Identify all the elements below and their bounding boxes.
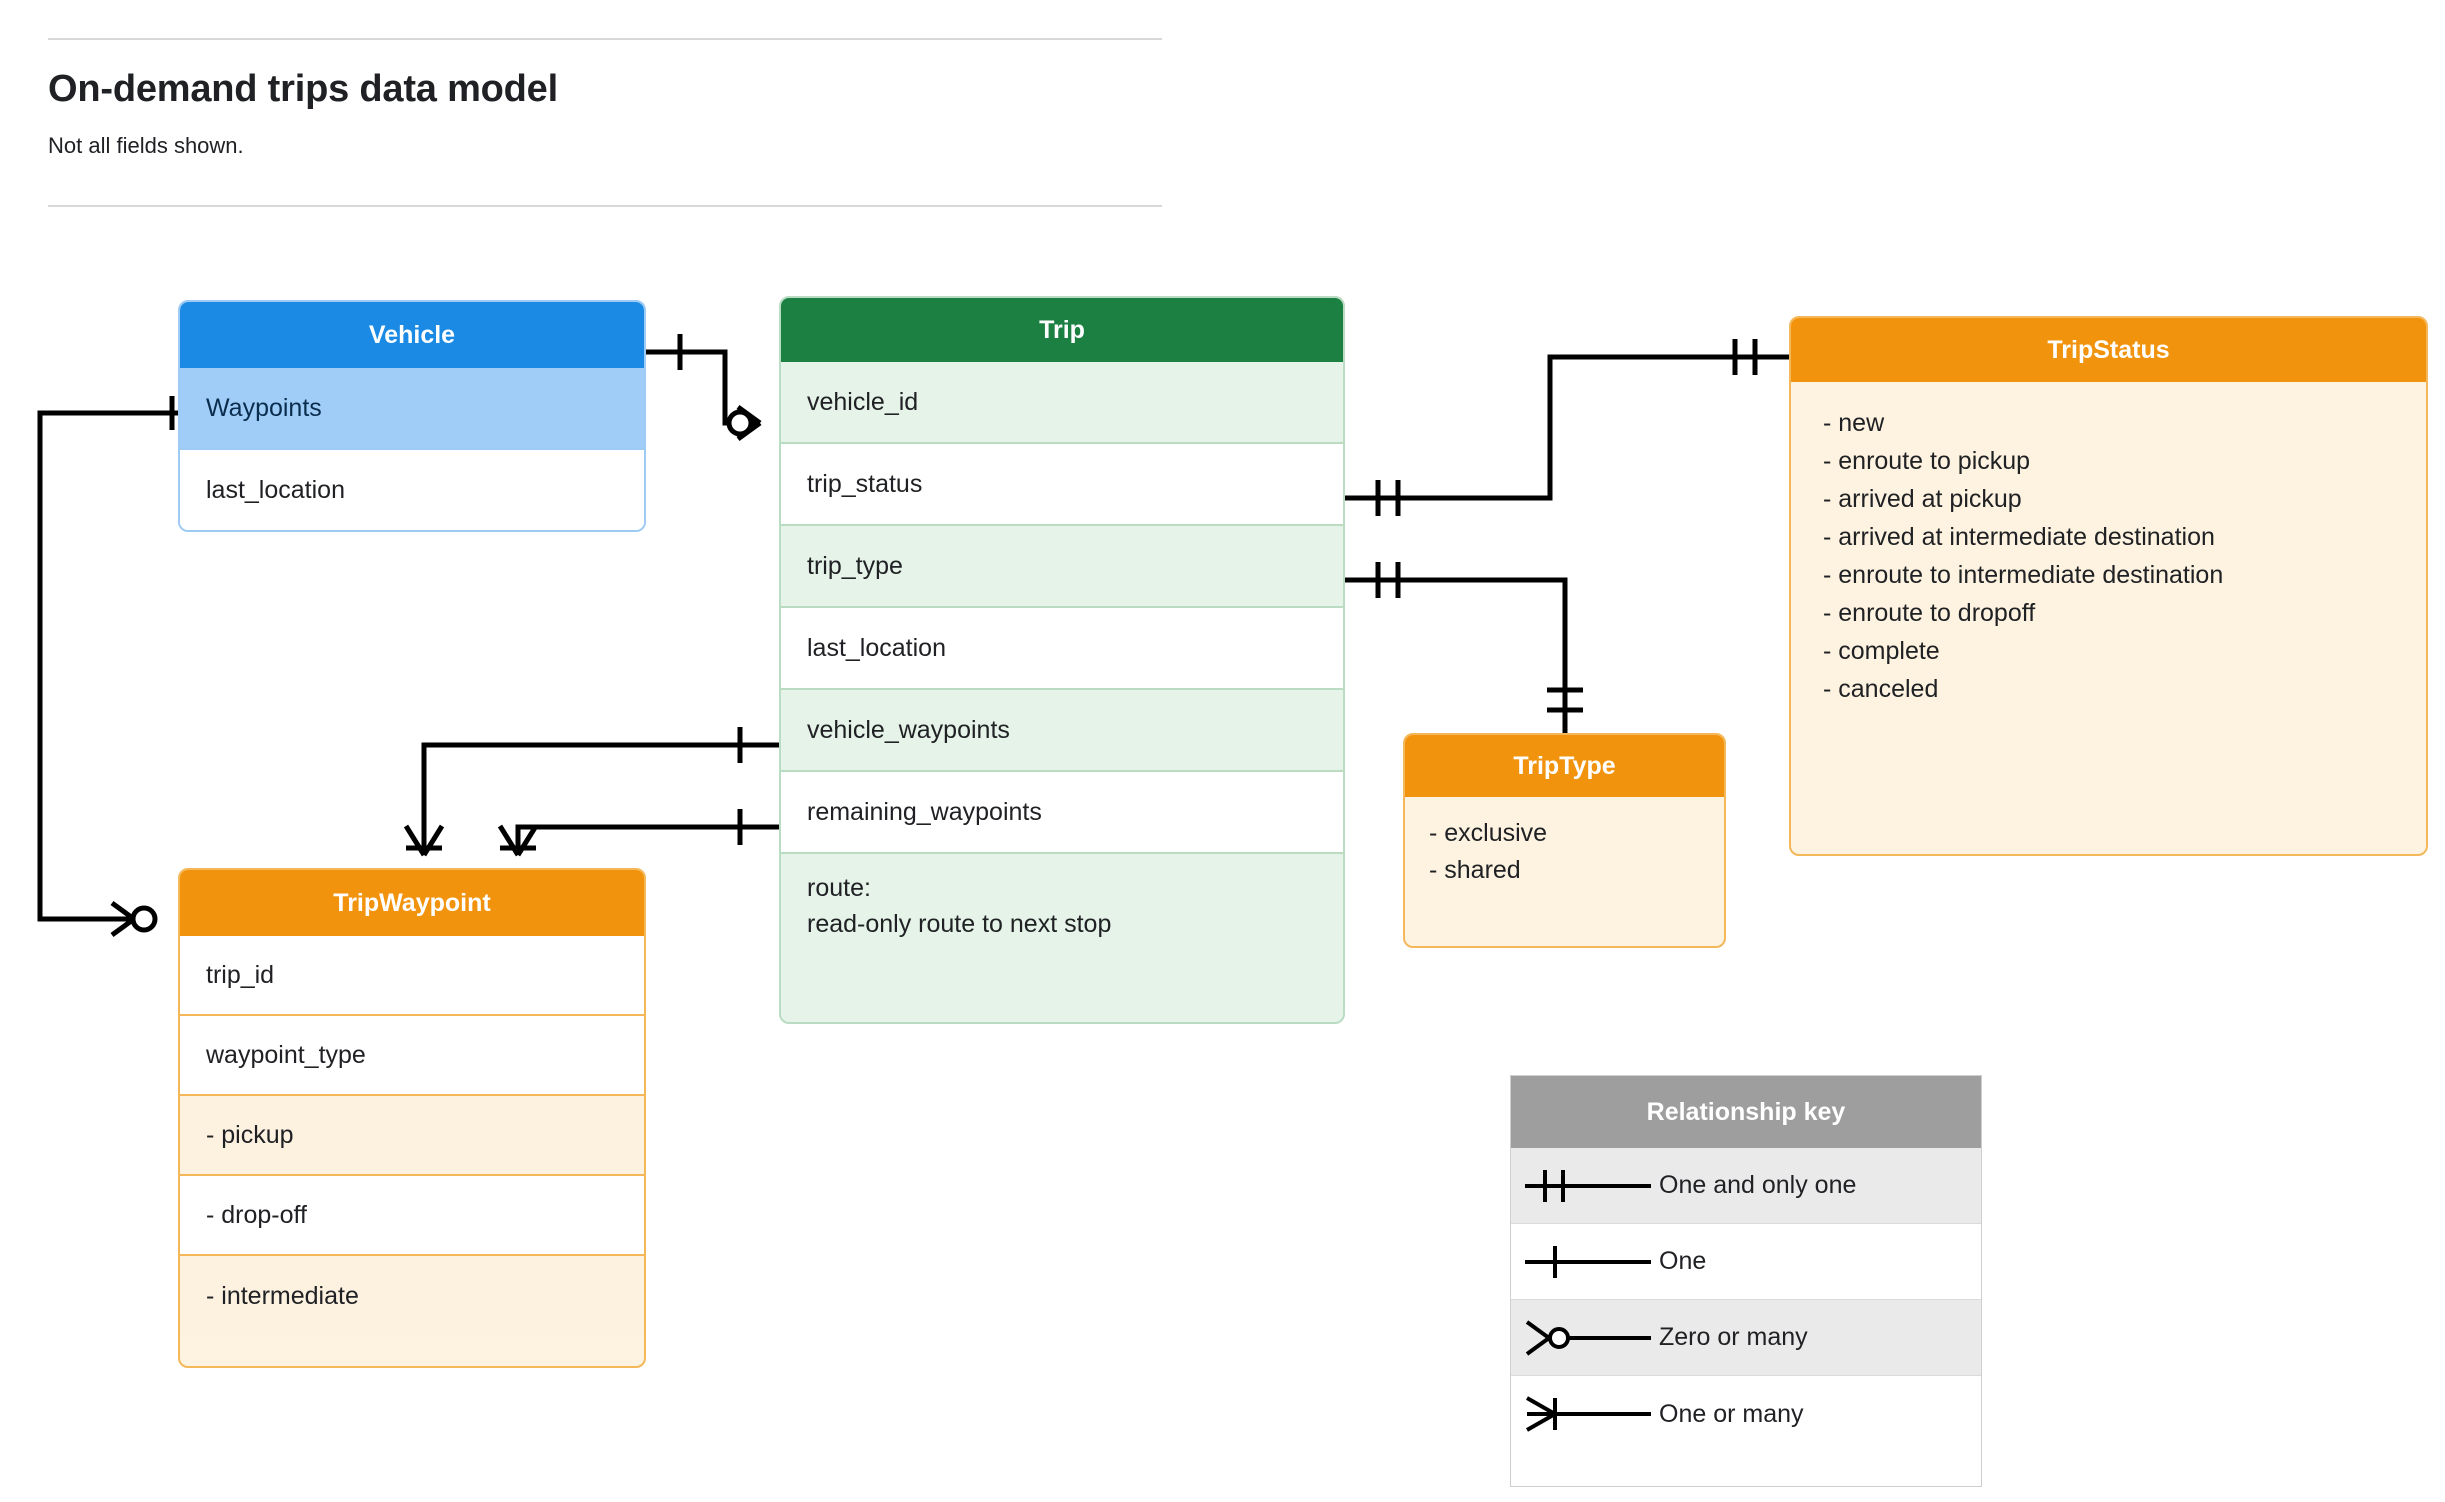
field-trip-vehicle-waypoints[interactable]: vehicle_waypoints [781,690,1343,772]
field-trip-last-location[interactable]: last_location [781,608,1343,690]
one-icon [1511,1224,1659,1299]
relationship-key-label-one-and-only-one: One and only one [1659,1171,1857,1199]
entity-tripstatus-title: TripStatus [1791,318,2426,382]
tripstatus-value-complete: - complete [1823,637,1940,665]
relationship-key-row-one-or-many [1511,1376,1981,1452]
field-trip-route-label: route: [807,874,871,902]
page-title: On-demand trips data model [48,68,558,110]
relationship-key-title: Relationship key [1511,1076,1981,1148]
tripstatus-value-enroute-intermediate: - enroute to intermediate destination [1823,561,2224,589]
field-tripwaypoint-trip-id[interactable]: trip_id [180,936,644,1016]
field-trip-vehicle-id[interactable]: vehicle_id [781,362,1343,444]
entity-tripwaypoint[interactable] [178,868,646,1368]
one-and-only-one-icon [1511,1148,1659,1223]
entity-trip[interactable] [779,296,1345,1024]
field-trip-trip-type[interactable]: trip_type [781,526,1343,608]
relationship-key-label-zero-or-many: Zero or many [1659,1323,1808,1351]
tripstatus-value-canceled: - canceled [1823,675,1939,703]
field-trip-trip-status[interactable]: trip_status [781,444,1343,526]
field-trip-route-description: read-only route to next stop [807,910,1112,939]
entity-tripwaypoint-title: TripWaypoint [180,870,644,936]
relationship-key-row-one-and-only-one [1511,1148,1981,1224]
tripstatus-value-enroute-pickup: - enroute to pickup [1823,447,2031,475]
relationship-key-label-one-or-many: One or many [1659,1399,1804,1428]
tripstatus-value-arrived-intermediate: - arrived at intermediate destination [1823,523,2215,551]
entity-tripstatus[interactable] [1789,316,2428,856]
divider-top [48,38,1162,40]
entity-trip-title: Trip [781,298,1343,362]
field-tripwaypoint-waypoint-type[interactable]: waypoint_type [180,1016,644,1096]
field-tripwaypoint-value-dropoff[interactable]: - drop-off [180,1176,644,1256]
entity-vehicle[interactable] [178,300,646,532]
field-trip-remaining-waypoints[interactable]: remaining_waypoints [781,772,1343,854]
tripstatus-value-arrived-pickup: - arrived at pickup [1823,485,2022,513]
tripstatus-value-enroute-dropoff: - enroute to dropoff [1823,599,2036,627]
page-subtitle: Not all fields shown. [48,133,244,158]
entity-triptype-title: TripType [1405,735,1724,797]
relationship-key-row-one [1511,1224,1981,1300]
field-tripwaypoint-value-pickup[interactable]: - pickup [180,1096,644,1176]
field-trip-route[interactable] [781,854,1343,984]
zero-or-many-icon [1511,1300,1659,1375]
entity-tripstatus-values [1791,382,2426,708]
tripstatus-value-new: - new [1823,409,1885,437]
entity-vehicle-title: Vehicle [180,302,644,368]
field-vehicle-last-location[interactable]: last_location [180,450,644,530]
relationship-key-panel [1510,1075,1982,1487]
relationship-key-row-zero-or-many [1511,1300,1981,1376]
field-vehicle-waypoints[interactable]: Waypoints [180,368,644,450]
relationship-key-label-one: One [1659,1247,1707,1275]
one-or-many-icon [1511,1376,1659,1452]
entity-triptype[interactable] [1403,733,1726,948]
field-tripwaypoint-value-intermediate[interactable]: - intermediate [180,1256,644,1336]
entity-triptype-values [1405,797,1724,889]
triptype-value-exclusive: - exclusive [1429,819,1548,847]
divider-bottom [48,205,1162,207]
triptype-value-shared: - shared [1429,856,1521,884]
